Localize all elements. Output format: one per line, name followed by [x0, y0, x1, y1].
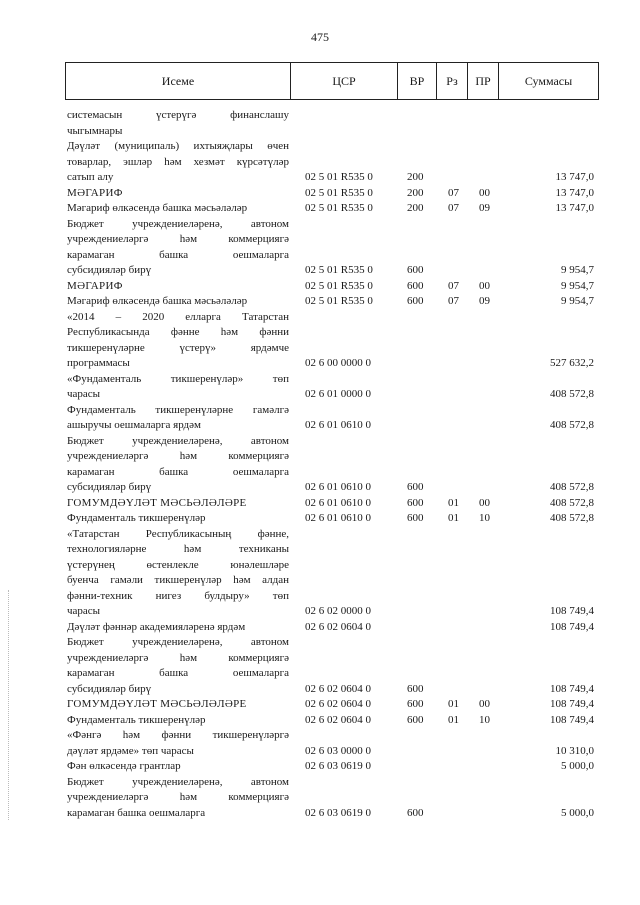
row-vr: 600 — [407, 698, 424, 710]
row-rz: 07 — [448, 279, 459, 292]
row-name-line: технологияләрне һәм техниканы — [67, 543, 289, 555]
row-pr: 09 — [479, 295, 490, 307]
row-name-line: дәүләт ярдәме» төп чарасы — [67, 744, 194, 757]
row-csr: 02 6 01 0610 0 — [305, 496, 371, 509]
row-csr: 02 6 01 0610 0 — [305, 419, 371, 431]
header-sum: Суммасы — [524, 74, 573, 88]
row-vr: 600 — [407, 264, 424, 276]
row-name-line: Фундаменталь тикшеренүләр — [67, 512, 206, 524]
row-name-line: Бюджет учреждениеләренә, автоном — [67, 775, 289, 788]
row-pr: 00 — [479, 496, 490, 509]
row-vr: 600 — [407, 481, 424, 493]
row-name-line: «2014 – 2020 елларга Татарстан — [67, 310, 289, 323]
row-name-line: сатып алу — [67, 171, 114, 183]
row-csr: 02 6 03 0619 0 — [305, 760, 371, 772]
row-name-line: учреждениеләргә һәм коммерциягә — [67, 791, 289, 803]
row-vr: 200 — [407, 202, 424, 214]
row-csr: 02 5 01 R535 0 — [305, 171, 373, 183]
row-csr: 02 5 01 R535 0 — [305, 186, 373, 199]
row-name — [67, 108, 289, 139]
row-name-line: субсидияләр бирү — [67, 264, 152, 276]
row-name-line: «Фәнгә һәм фәнни тикшеренүләргә — [67, 729, 289, 741]
row-name — [67, 139, 289, 186]
header-vr: ВР — [398, 63, 437, 99]
table-header — [65, 62, 599, 100]
row-csr: 02 6 03 0619 0 — [305, 806, 371, 819]
table-row — [65, 697, 599, 713]
row-name-line: МӘГАРИФ — [67, 186, 123, 199]
row-sum: 408 572,8 — [550, 496, 594, 509]
scan-margin-marks — [8, 590, 11, 820]
row-name — [67, 403, 289, 434]
header-name: Исеме — [66, 63, 291, 99]
row-sum: 408 572,8 — [550, 512, 594, 524]
row-name-line: учреждениеләргә һәм коммерциягә — [67, 233, 289, 245]
table-row — [65, 728, 599, 759]
row-sum: 408 572,8 — [550, 419, 594, 431]
row-name-line: Мәгариф өлкәсендә башка мәсьәләләр — [67, 295, 248, 307]
row-name-line: учреждениеләргә һәм коммерциягә — [67, 651, 289, 664]
row-name-line: Дәүләт (муниципаль) ихтыяҗлары өчен — [67, 140, 289, 152]
row-pr: 00 — [479, 279, 490, 292]
row-csr: 02 6 02 0000 0 — [305, 605, 371, 617]
row-name-line: Дәүләт фәннәр академияләренә ярдәм — [67, 620, 246, 633]
row-vr: 600 — [407, 279, 424, 292]
table-row — [65, 511, 599, 527]
row-name-line: карамаган башка оешмаларга — [67, 667, 289, 679]
row-name-line: Бюджет учреждениеләренә, автоном — [67, 434, 289, 447]
row-sum: 108 749,4 — [550, 605, 594, 617]
row-vr: 600 — [407, 806, 424, 819]
row-csr: 02 6 02 0604 0 — [305, 713, 371, 726]
row-sum: 13 747,0 — [555, 202, 594, 214]
row-name-line: ГОМУМДӘҮЛӘТ МӘСЬӘЛӘЛӘРЕ — [67, 698, 247, 710]
row-csr: 02 6 02 0604 0 — [305, 682, 371, 695]
row-sum: 5 000,0 — [561, 760, 594, 772]
row-name-line: буенча гамәли тикшеренүләр һәм алдан — [67, 574, 289, 586]
row-name — [67, 635, 289, 697]
table-row — [65, 620, 599, 636]
row-name-line: чарасы — [67, 605, 101, 617]
row-name-line: Бюджет учреждениеләренә, автоном — [67, 217, 289, 230]
row-vr: 600 — [407, 713, 424, 726]
row-csr: 02 6 03 0000 0 — [305, 744, 371, 757]
row-name-line: системасын үстерүгә финанслашу — [67, 109, 289, 121]
row-sum: 408 572,8 — [550, 388, 594, 400]
row-name-line: ГОМУМДӘҮЛӘТ МӘСЬӘЛӘЛӘРЕ — [67, 496, 247, 509]
row-name — [67, 294, 289, 310]
row-rz: 01 — [448, 512, 459, 524]
row-name-line: үстерүнең өстенлекле юнәлешләре — [67, 558, 289, 571]
header-csr: ЦСР — [291, 63, 398, 99]
row-sum: 108 749,4 — [550, 620, 594, 633]
row-vr: 600 — [407, 512, 424, 524]
row-name-line: Фундаменталь тикшеренүләрне гамәлгә — [67, 403, 289, 416]
row-name — [67, 527, 289, 620]
row-pr: 09 — [479, 202, 490, 214]
row-name-line: чыгымнары — [67, 124, 123, 137]
row-name-line: карамаган башка оешмаларга — [67, 248, 289, 261]
row-pr: 00 — [479, 698, 490, 710]
row-csr: 02 5 01 R535 0 — [305, 202, 373, 214]
table-row — [65, 775, 599, 822]
row-name-line: товарлар, эшләр һәм хезмәт күрсәтүләр — [67, 155, 289, 168]
row-rz: 07 — [448, 186, 459, 199]
row-name — [67, 496, 289, 512]
table-row — [65, 635, 599, 697]
row-rz: 01 — [448, 698, 459, 710]
header-pr: ПР — [468, 63, 499, 99]
row-name-line: Фән өлкәсендә грантлар — [67, 760, 181, 772]
table-row — [65, 217, 599, 279]
row-sum: 10 310,0 — [555, 744, 594, 757]
row-name — [67, 201, 289, 217]
header-rz: Рз — [437, 63, 468, 99]
row-name-line: Республикасында фәнне һәм фәнни — [67, 326, 289, 338]
table-row — [65, 294, 599, 310]
table-row — [65, 434, 599, 496]
table-row — [65, 496, 599, 512]
row-name-line: чарасы — [67, 388, 101, 400]
row-name — [67, 310, 289, 372]
row-vr: 600 — [407, 682, 424, 695]
row-sum: 13 747,0 — [555, 186, 594, 199]
row-name-line: Мәгариф өлкәсендә башка мәсьәләләр — [67, 202, 248, 214]
page-number: 475 — [311, 30, 329, 44]
row-name — [67, 186, 289, 202]
row-name-line: субсидияләр бирү — [67, 481, 152, 493]
table-row — [65, 372, 599, 403]
row-name — [67, 434, 289, 496]
row-rz: 07 — [448, 295, 459, 307]
row-pr: 10 — [479, 713, 490, 726]
row-name-line: субсидияләр бирү — [67, 682, 152, 695]
row-name-line: Фундаменталь тикшеренүләр — [67, 713, 206, 726]
row-csr: 02 6 01 0610 0 — [305, 512, 371, 524]
row-vr: 200 — [407, 186, 424, 199]
row-sum: 108 749,4 — [550, 682, 594, 695]
row-sum: 527 632,2 — [550, 357, 594, 369]
table-row — [65, 713, 599, 729]
row-vr: 600 — [407, 295, 424, 307]
row-name — [67, 759, 289, 775]
row-name — [67, 697, 289, 713]
row-sum: 9 954,7 — [561, 279, 594, 292]
row-name-line: фәнни-техник нигез булдыру» төп — [67, 589, 289, 602]
row-pr: 00 — [479, 186, 490, 199]
row-sum: 5 000,0 — [561, 806, 594, 819]
row-csr: 02 6 01 0000 0 — [305, 388, 371, 400]
row-name-line: учреждениеләргә һәм коммерциягә — [67, 450, 289, 462]
row-vr: 600 — [407, 496, 424, 509]
row-sum: 13 747,0 — [555, 171, 594, 183]
table-row — [65, 201, 599, 217]
table-row — [65, 527, 599, 620]
row-name — [67, 217, 289, 279]
row-name-line: «Татарстан Республикасының фәнне, — [67, 527, 289, 540]
row-sum: 108 749,4 — [550, 713, 594, 726]
row-name — [67, 713, 289, 729]
row-name — [67, 728, 289, 759]
row-name — [67, 279, 289, 295]
row-csr: 02 5 01 R535 0 — [305, 295, 373, 307]
row-name-line: программасы — [67, 357, 130, 369]
row-sum: 408 572,8 — [550, 481, 594, 493]
row-rz: 07 — [448, 202, 459, 214]
row-name-line: «Фундаменталь тикшеренүләр» төп — [67, 372, 289, 385]
row-sum: 9 954,7 — [561, 295, 594, 307]
row-name — [67, 372, 289, 403]
row-name — [67, 775, 289, 822]
row-name-line: МӘГАРИФ — [67, 279, 123, 292]
row-name — [67, 511, 289, 527]
row-vr: 200 — [407, 171, 424, 183]
table-row — [65, 759, 599, 775]
row-csr: 02 6 00 0000 0 — [305, 357, 371, 369]
row-rz: 01 — [448, 496, 459, 509]
row-csr: 02 5 01 R535 0 — [305, 279, 373, 292]
row-pr: 10 — [479, 512, 490, 524]
row-name-line: ашыручы оешмаларга ярдәм — [67, 419, 201, 431]
row-name — [67, 620, 289, 636]
table-row — [65, 186, 599, 202]
row-sum: 108 749,4 — [550, 698, 594, 710]
row-name-line: тикшеренүләрне үстерү» ярдәмче — [67, 341, 289, 354]
table-row — [65, 139, 599, 186]
table-row — [65, 310, 599, 372]
row-name-line: карамаган башка оешмаларга — [67, 465, 289, 478]
table-row — [65, 108, 599, 139]
row-name-line: карамаган башка оешмаларга — [67, 806, 206, 819]
row-name-line: Бюджет учреждениеләренә, автоном — [67, 636, 289, 648]
table-row — [65, 403, 599, 434]
row-rz: 01 — [448, 713, 459, 726]
row-csr: 02 6 02 0604 0 — [305, 698, 371, 710]
row-sum: 9 954,7 — [561, 264, 594, 276]
table-row — [65, 279, 599, 295]
row-csr: 02 5 01 R535 0 — [305, 264, 373, 276]
row-csr: 02 6 01 0610 0 — [305, 481, 371, 493]
row-csr: 02 6 02 0604 0 — [305, 620, 371, 633]
